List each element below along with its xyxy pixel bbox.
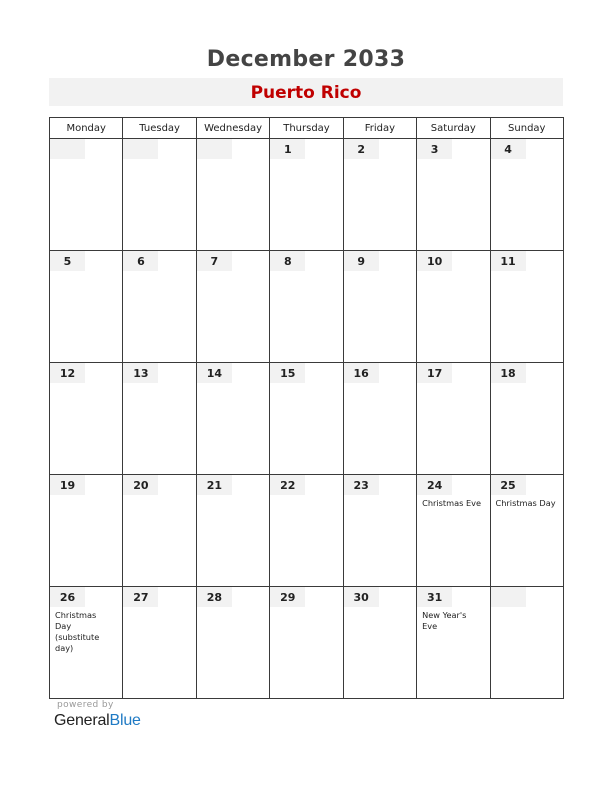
day-number: 6	[123, 251, 158, 271]
day-number: 7	[197, 251, 232, 271]
day-cell	[196, 587, 269, 699]
day-number: 27	[123, 587, 158, 607]
day-cell	[270, 587, 343, 699]
day-number: 10	[417, 251, 452, 271]
day-number: 14	[197, 363, 232, 383]
day-number: 26	[50, 587, 85, 607]
day-cell	[417, 139, 490, 251]
day-number: 12	[50, 363, 85, 383]
day-number: 13	[123, 363, 158, 383]
day-number: 18	[491, 363, 526, 383]
weekday-header-row	[50, 118, 564, 139]
weekday-sunday: Sunday	[490, 118, 563, 139]
day-cell	[123, 363, 196, 475]
day-cell	[196, 139, 269, 251]
holiday-label: Christmas Day	[495, 498, 556, 508]
day-number: 2	[344, 139, 379, 159]
day-cell	[196, 251, 269, 363]
day-number: 19	[50, 475, 85, 495]
day-cell	[343, 139, 416, 251]
holiday-label: New Year's Eve	[422, 610, 467, 631]
day-number: 23	[344, 475, 379, 495]
day-number	[197, 139, 232, 159]
powered-by-text: powered by	[57, 700, 114, 710]
brand-general: General	[54, 712, 110, 729]
day-cell	[343, 475, 416, 587]
day-number: 25	[491, 475, 526, 495]
day-cell	[490, 139, 563, 251]
day-cell	[490, 363, 563, 475]
brand-blue: Blue	[109, 712, 141, 729]
day-cell	[417, 251, 490, 363]
day-number: 20	[123, 475, 158, 495]
day-cell	[50, 139, 123, 251]
brand-logo[interactable]	[54, 712, 141, 730]
week-row	[50, 251, 564, 363]
day-cell	[50, 251, 123, 363]
day-number: 3	[417, 139, 452, 159]
day-cell	[270, 251, 343, 363]
weekday-saturday: Saturday	[417, 118, 490, 139]
day-number: 8	[270, 251, 305, 271]
day-number: 16	[344, 363, 379, 383]
day-number: 1	[270, 139, 305, 159]
weekday-monday: Monday	[50, 118, 123, 139]
day-number: 4	[491, 139, 526, 159]
day-cell	[270, 363, 343, 475]
calendar-grid	[49, 117, 564, 699]
weekday-tuesday: Tuesday	[123, 118, 196, 139]
holiday-label: Christmas Day (substitute day)	[55, 610, 100, 653]
day-cell	[123, 139, 196, 251]
page-title: December 2033	[206, 47, 406, 72]
day-cell	[50, 587, 123, 699]
day-cell	[490, 587, 563, 699]
day-cell	[50, 363, 123, 475]
week-row	[50, 475, 564, 587]
week-row	[50, 139, 564, 251]
day-cell	[50, 475, 123, 587]
day-cell	[417, 587, 490, 699]
day-number: 9	[344, 251, 379, 271]
day-number: 15	[270, 363, 305, 383]
day-cell	[270, 139, 343, 251]
weekday-thursday: Thursday	[270, 118, 343, 139]
day-cell	[270, 475, 343, 587]
day-cell	[490, 251, 563, 363]
day-cell	[343, 251, 416, 363]
day-number: 21	[197, 475, 232, 495]
day-number	[123, 139, 158, 159]
day-cell	[123, 587, 196, 699]
day-number: 31	[417, 587, 452, 607]
week-row	[50, 363, 564, 475]
day-number	[50, 139, 85, 159]
day-cell	[417, 475, 490, 587]
day-cell	[196, 363, 269, 475]
week-row	[50, 587, 564, 699]
day-number: 29	[270, 587, 305, 607]
day-cell	[123, 251, 196, 363]
day-number: 17	[417, 363, 452, 383]
region-banner	[49, 78, 563, 106]
day-number: 5	[50, 251, 85, 271]
day-number: 30	[344, 587, 379, 607]
day-cell	[490, 475, 563, 587]
day-number: 11	[491, 251, 526, 271]
weekday-wednesday: Wednesday	[196, 118, 269, 139]
region-name: Puerto Rico	[250, 83, 362, 103]
day-cell	[343, 363, 416, 475]
day-number: 28	[197, 587, 232, 607]
day-cell	[196, 475, 269, 587]
day-number	[491, 587, 526, 607]
day-number: 24	[417, 475, 452, 495]
holiday-label: Christmas Eve	[422, 498, 482, 508]
weekday-friday: Friday	[343, 118, 416, 139]
day-number: 22	[270, 475, 305, 495]
day-cell	[343, 587, 416, 699]
day-cell	[417, 363, 490, 475]
day-cell	[123, 475, 196, 587]
